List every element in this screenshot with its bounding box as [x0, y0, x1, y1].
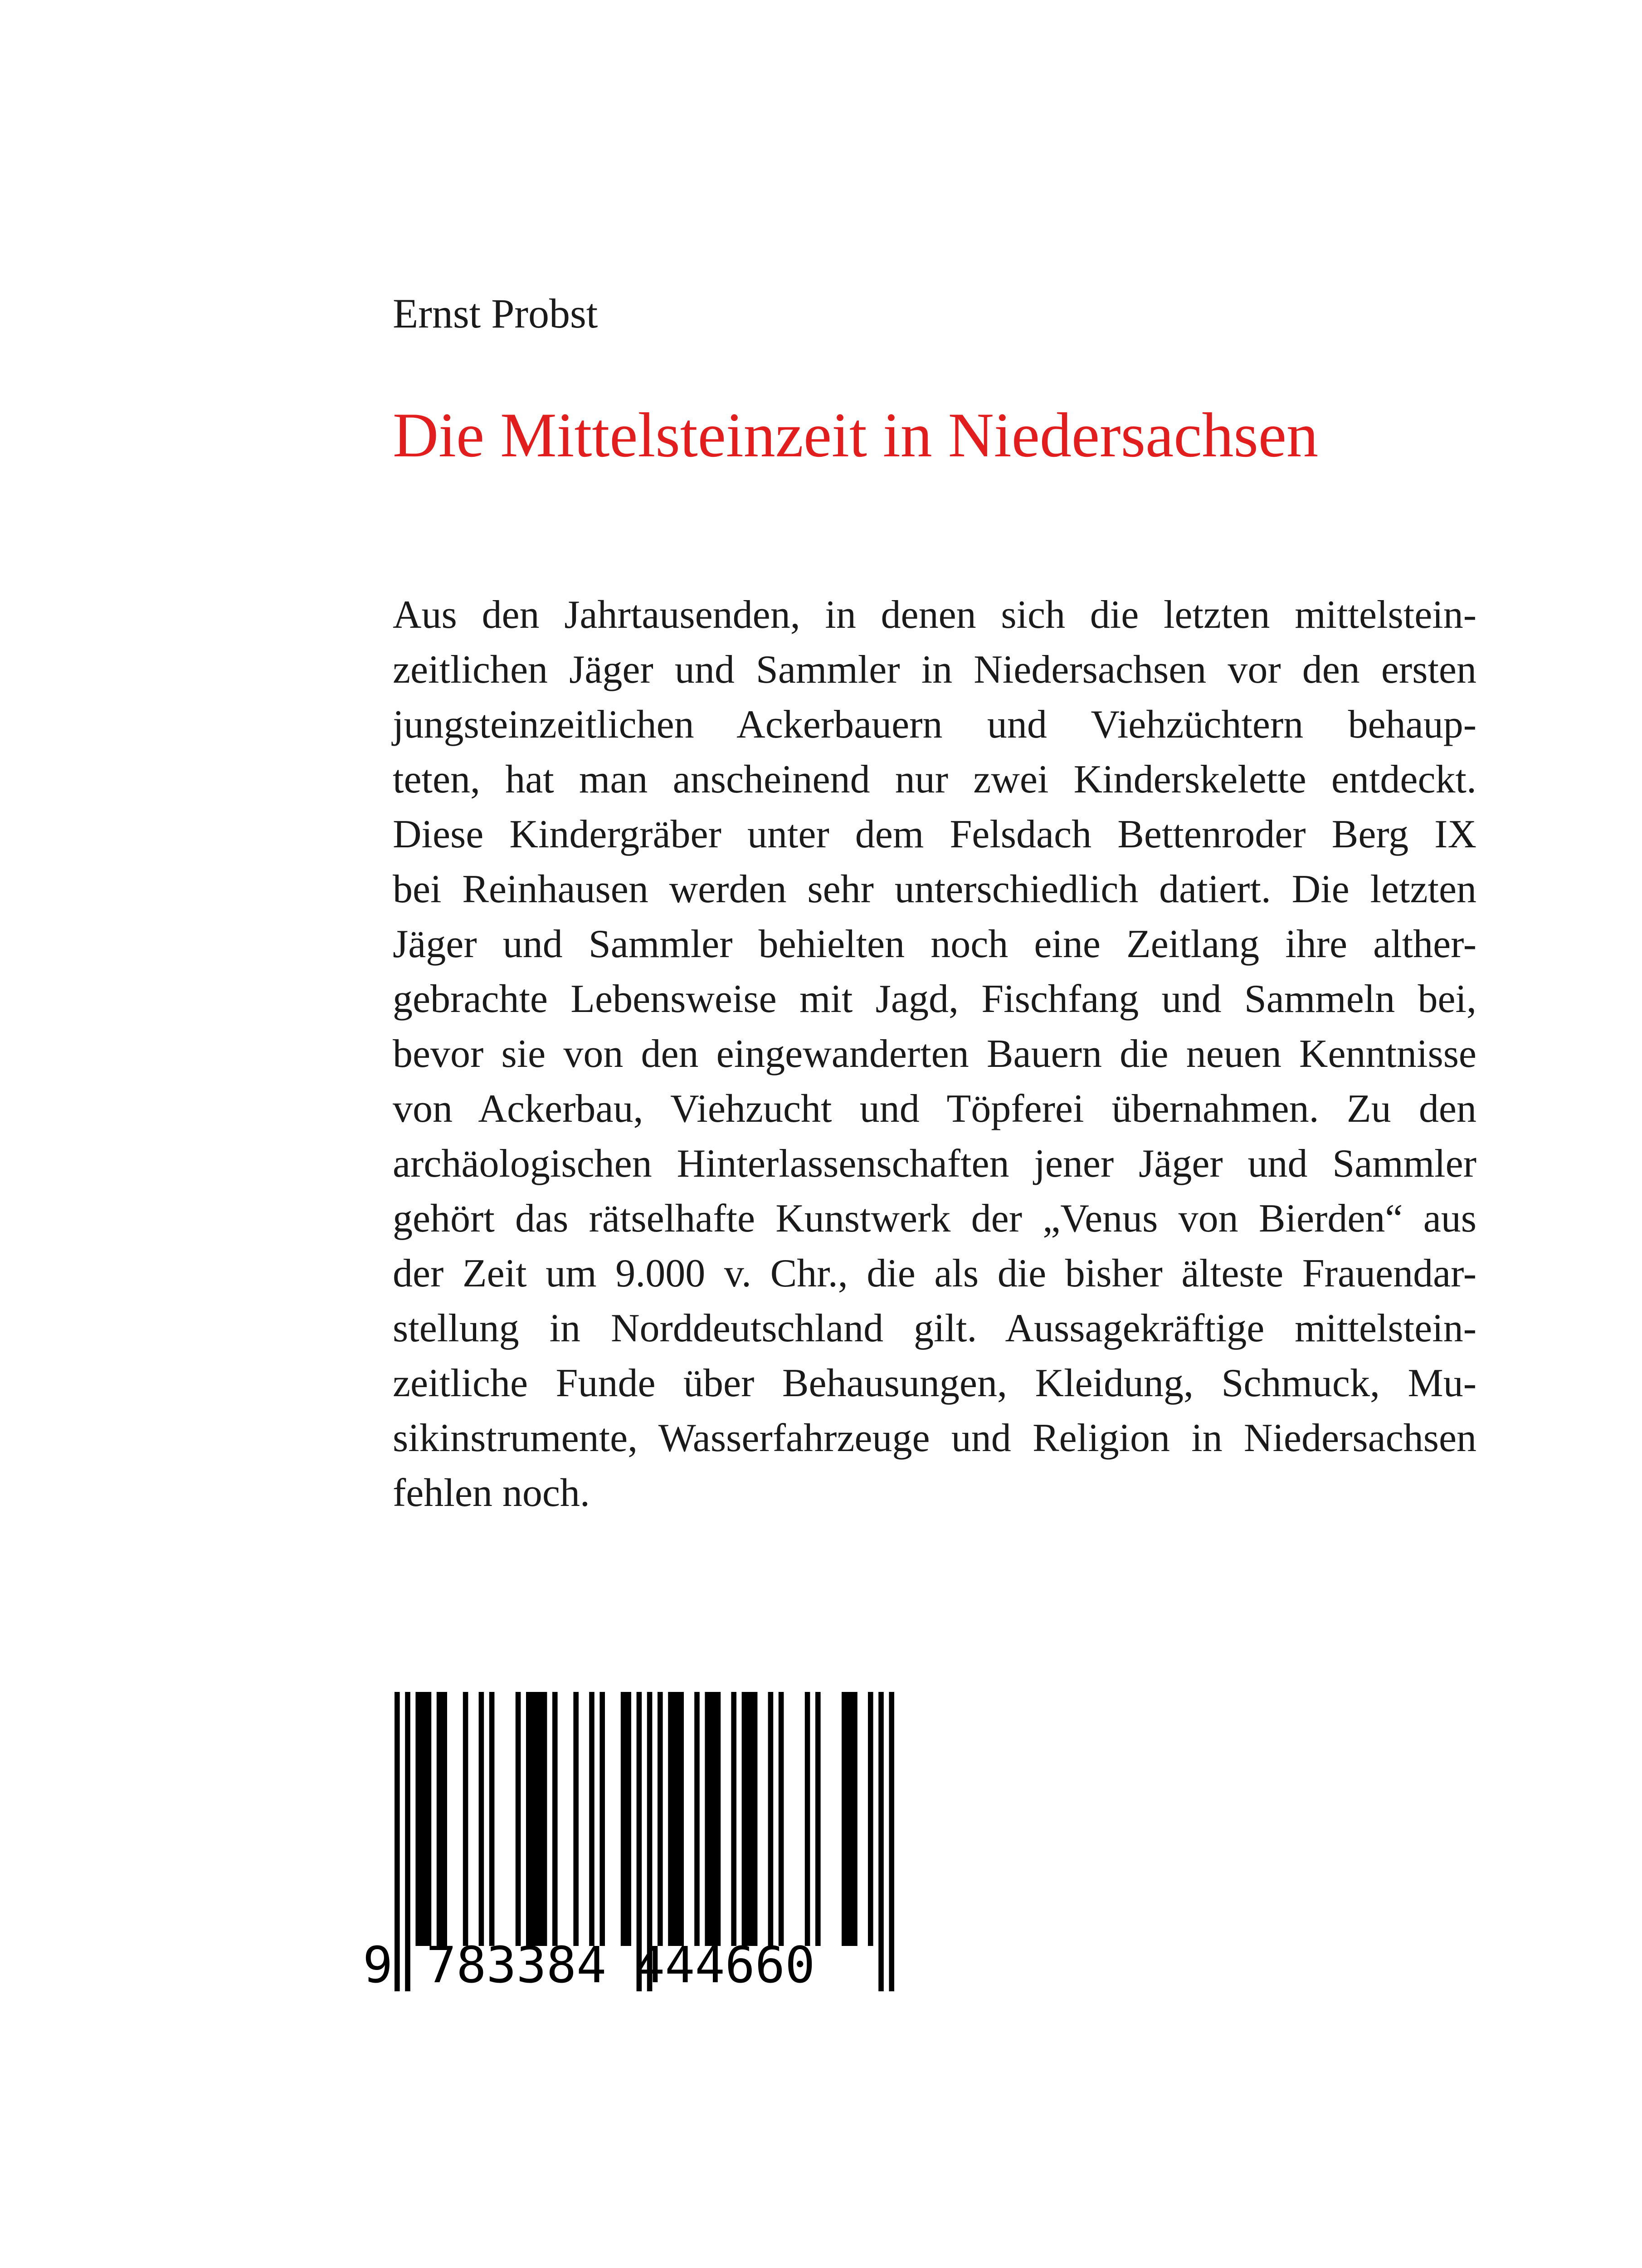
blurb-text — [393, 587, 1476, 1520]
barcode-left-digits: 783384 — [426, 1936, 607, 1994]
barcode-bar — [552, 1692, 558, 1946]
blurb-line: archäologischen Hinterlassenschaften jener Jäger und Sammler — [393, 1142, 1476, 1186]
blurb-line: Jäger und Sammler behielten noch eine Zeitlang ihre alther- — [393, 922, 1476, 966]
barcode-bar — [489, 1692, 495, 1946]
barcode-bar — [868, 1692, 873, 1946]
blurb-line: zeitlichen Jäger und Sammler in Niedersachsen vor den ersten — [393, 648, 1476, 692]
barcode-bar — [516, 1692, 521, 1946]
barcode-bar — [742, 1692, 758, 1946]
barcode-bar — [731, 1692, 736, 1946]
barcode-bar — [705, 1692, 721, 1946]
barcode-bar — [779, 1692, 784, 1946]
barcode-bar — [415, 1692, 431, 1946]
blurb-line: stellung in Norddeutschland gilt. Aussagekräftige mittelstein- — [393, 1306, 1476, 1350]
blurb-line: bevor sie von den eingewanderten Bauern die neuen Kenntnisse — [393, 1032, 1476, 1076]
barcode-bar — [668, 1692, 684, 1946]
blurb-line: teten, hat man anscheinend nur zwei Kinderskelette entdeckt. — [393, 758, 1476, 802]
blurb-line: jungsteinzeitlichen Ackerbauern und Viehzüchtern behaup- — [393, 703, 1476, 747]
barcode-bar — [842, 1692, 858, 1946]
blurb-line: von Ackerbau, Viehzucht und Töpferei übernahmen. Zu den — [393, 1087, 1476, 1131]
barcode-bar — [395, 1692, 400, 1991]
barcode-bar — [768, 1692, 774, 1946]
barcode-bar — [694, 1692, 700, 1946]
barcode-bar — [621, 1692, 631, 1946]
book-title: Die Mittelsteinzeit in Niedersachsen — [393, 400, 1319, 470]
barcode-bar — [479, 1692, 484, 1946]
barcode-bar — [437, 1692, 447, 1946]
barcode-right-digits: 444660 — [635, 1936, 815, 1994]
barcode-bar — [878, 1692, 884, 1991]
barcode-bar — [805, 1692, 810, 1946]
barcode-bar — [463, 1692, 468, 1946]
blurb-line: sikinstrumente, Wasserfahrzeuge und Religion in Niedersachsen — [393, 1416, 1476, 1460]
blurb-line: gebrachte Lebensweise mit Jagd, Fischfang und Sammeln bei, — [393, 977, 1476, 1021]
isbn-barcode — [363, 1692, 930, 2009]
blurb-line: Aus den Jahrtausenden, in denen sich die letzten mittelstein- — [393, 593, 1476, 637]
blurb-line: gehört das rätselhafte Kunstwerk der „Venus von Bierden“ aus — [393, 1197, 1476, 1241]
barcode-bar — [815, 1692, 821, 1946]
barcode-bar — [573, 1692, 579, 1946]
barcode-bar — [889, 1692, 894, 1991]
barcode-bar — [526, 1692, 547, 1946]
barcode-bar — [405, 1692, 410, 1991]
blurb-line: fehlen noch. — [393, 1471, 590, 1515]
blurb-line: Diese Kindergräber unter dem Felsdach Bettenroder Berg IX — [393, 812, 1476, 856]
barcode-first-digit: 9 — [363, 1936, 393, 1994]
blurb-line: der Zeit um 9.000 v. Chr., die als die bisher älteste Frauendar- — [393, 1251, 1476, 1295]
blurb-line: bei Reinhausen werden sehr unterschiedlich datiert. Die letzten — [393, 867, 1476, 911]
barcode-bar — [658, 1692, 663, 1946]
author-name: Ernst Probst — [393, 290, 598, 337]
barcode-bar — [599, 1692, 605, 1946]
barcode-bar — [589, 1692, 594, 1946]
blurb-line: zeitliche Funde über Behausungen, Kleidung, Schmuck, Mu- — [393, 1361, 1476, 1405]
